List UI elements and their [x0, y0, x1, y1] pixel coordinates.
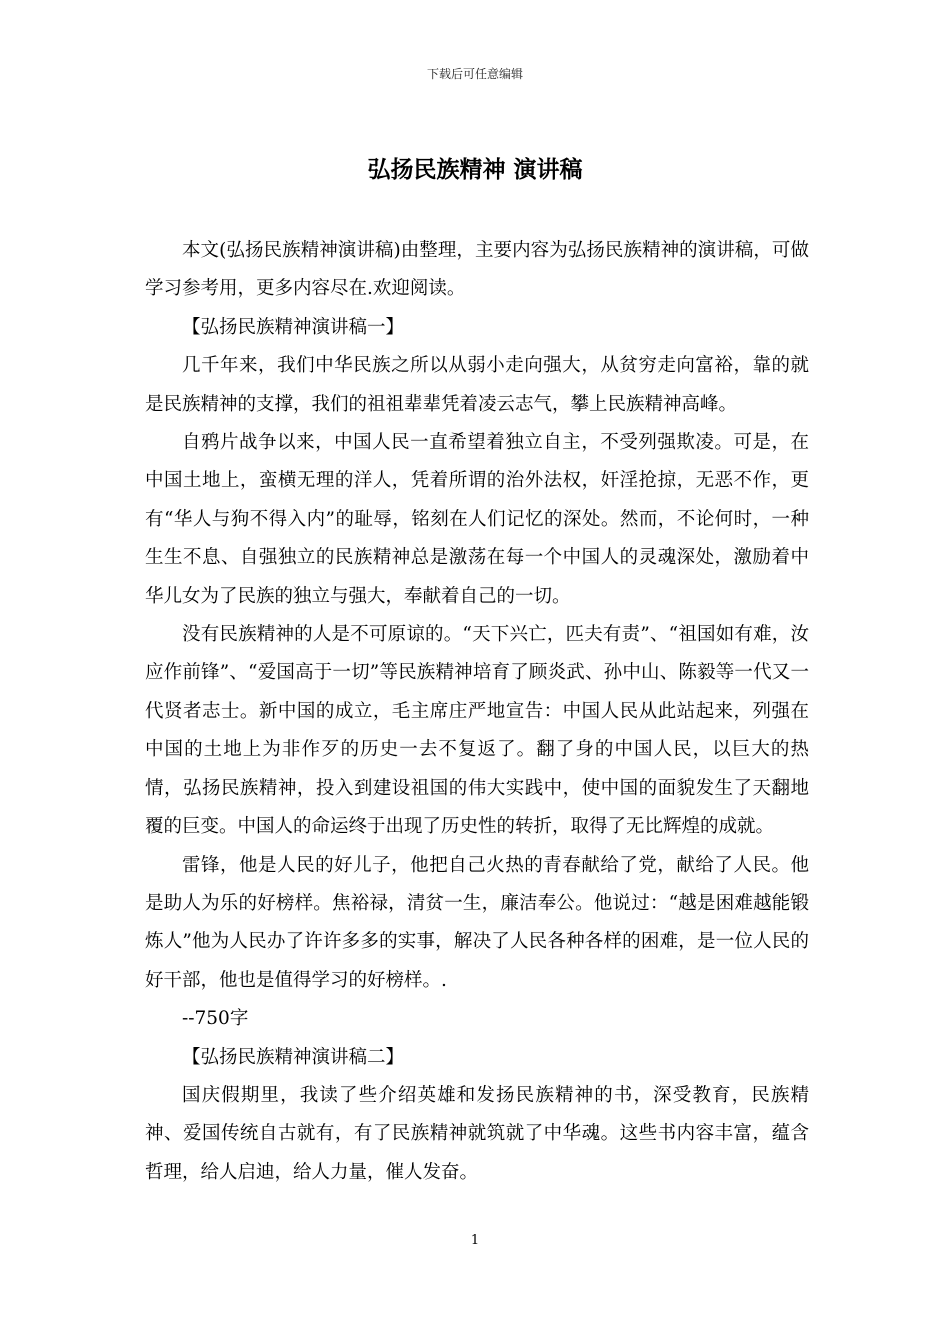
document-body: [145, 232, 809, 1192]
body-paragraph: 没有民族精神的人是不可原谅的。“天下兴亡，匹夫有责”、“祖国如有难，汝应作前锋”、“爱国高于一切”等民族精神培育了顾炎武、孙中山、陈毅等一代又一代贤者志士。新中国的成立，毛主席庄严地宣告：中国人民从此站起来，列强在中国的土地上为非作歹的历史一去不复返了。翻了身的中国人民，以巨大的热情，弘扬民族精神，投入到建设祖国的伟大实践中，使中国的面貌发生了天翻地覆的巨变。中国人的命运终于出现了历史性的转折，取得了无比辉煌的成就。: [145, 624, 809, 838]
section-heading-two: 【弘扬民族精神演讲稿二】: [182, 1046, 405, 1068]
body-paragraph: 国庆假期里，我读了些介绍英雄和发扬民族精神的书，深受教育，民族精神、爱国传统自古就有，有了民族精神就筑就了中华魂。这些书内容丰富，蕴含哲理，给人启迪，给人力量，催人发奋。: [145, 1084, 809, 1183]
document-title: 弘扬民族精神 演讲稿: [367, 156, 583, 183]
body-paragraph: 几千年来，我们中华民族之所以从弱小走向强大，从贫穷走向富裕，靠的就是民族精神的支撑，我们的祖祖辈辈凭着凌云志气，攀上民族精神高峰。: [145, 355, 809, 415]
body-paragraph: 自鸦片战争以来，中国人民一直希望着独立自主，不受列强欺凌。可是，在中国土地上，蛮横无理的洋人，凭着所谓的治外法权，奸淫抢掠，无恶不作，更有“华人与狗不得入内”的耻辱，铭刻在人们记忆的深处。然而，不论何时，一种生生不息、自强独立的民族精神总是激荡在每一个中国人的灵魂深处，激励着中华儿女为了民族的独立与强大，奉献着自己的一切。: [145, 432, 809, 607]
word-count-note: --750字: [182, 1008, 249, 1030]
page-number: 1: [470, 1233, 480, 1248]
body-paragraph: 雷锋，他是人民的好儿子，他把自己火热的青春献给了党，献给了人民。他是助人为乐的好榜样。焦裕禄，清贫一生，廉洁奉公。他说过：“越是困难越能锻炼人”他为人民办了许许多多的实事，解决了人民各种各样的困难，是一位人民的好干部，他也是值得学习的好榜样。.: [145, 854, 809, 991]
section-heading-one: 【弘扬民族精神演讲稿一】: [182, 316, 405, 338]
header-note: 下载后可任意编辑: [426, 67, 523, 81]
intro-paragraph: 本文(弘扬民族精神演讲稿)由整理，主要内容为弘扬民族精神的演讲稿，可做学习参考用，更多内容尽在.欢迎阅读。: [145, 240, 809, 300]
